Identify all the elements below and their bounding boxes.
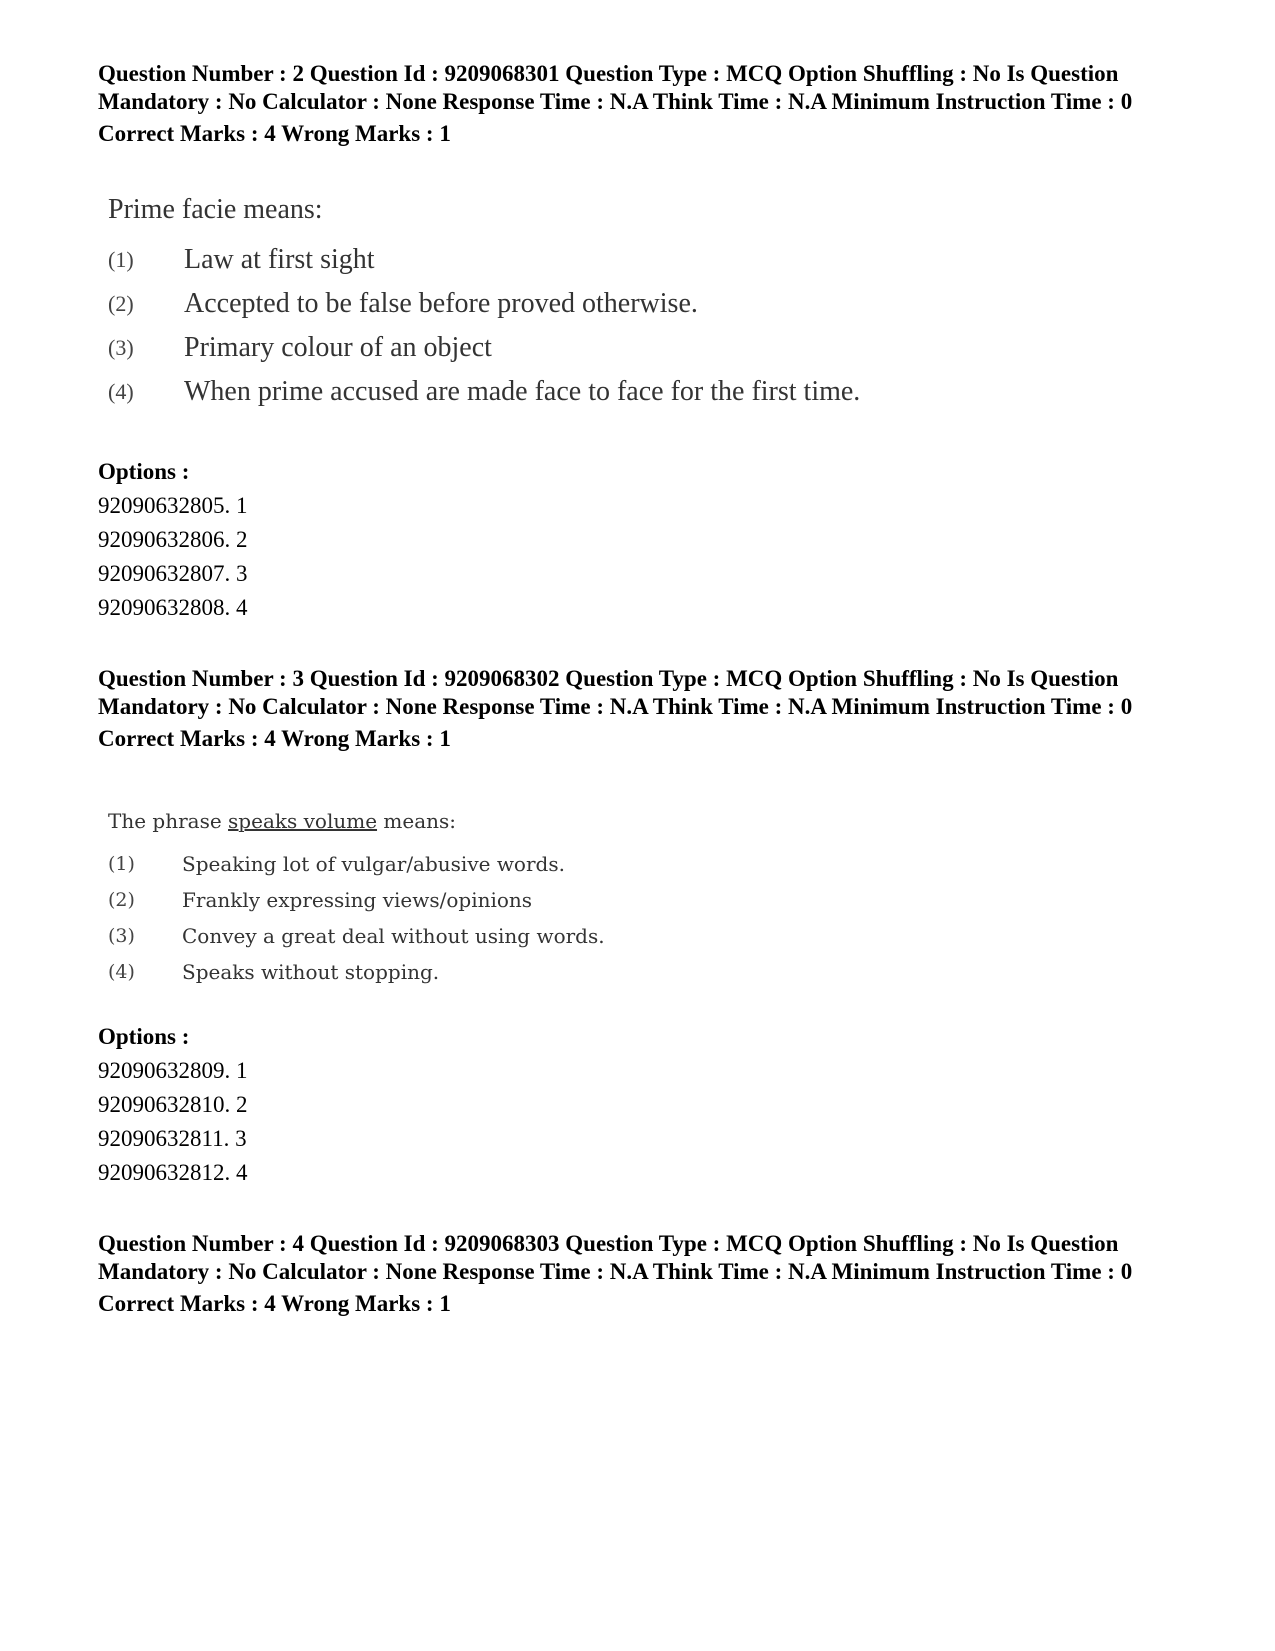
option-item: 92090632810. 2	[98, 1092, 248, 1117]
option-item: 92090632811. 3	[98, 1126, 247, 1151]
question-2-meta	[98, 60, 1188, 148]
question-2-stem-text: Prime facie means:	[108, 194, 323, 225]
stem-text-after: means:	[377, 809, 456, 833]
question-4-marks: Correct Marks : 4 Wrong Marks : 1	[98, 1291, 451, 1316]
question-2-options	[98, 455, 248, 625]
option-item: 92090632807. 3	[98, 561, 248, 586]
choice-number: (2)	[108, 291, 134, 316]
choice-number: (4)	[108, 961, 135, 983]
question-2-choice-2	[108, 282, 698, 326]
option-item: 92090632805. 1	[98, 493, 248, 518]
question-4-meta	[98, 1230, 1188, 1318]
options-title: Options :	[98, 1024, 190, 1049]
choice-text: Frankly expressing views/opinions	[182, 888, 533, 912]
question-3-stem-text	[108, 806, 456, 836]
option-item: 92090632808. 4	[98, 595, 248, 620]
choice-text: Speaking lot of vulgar/abusive words.	[182, 852, 565, 876]
choice-number: (2)	[108, 889, 135, 911]
choice-text: Accepted to be false before proved otherwise.	[184, 288, 698, 319]
choice-number: (4)	[108, 379, 134, 404]
question-3-marks: Correct Marks : 4 Wrong Marks : 1	[98, 726, 451, 751]
question-3-header: Question Number : 3 Question Id : 9209068302 Question Type : MCQ Option Shuffling : No Is Question Mandatory : No Calculator : None Response Time : N.A Think Time : N.A Minimum Instruction Time : 0	[98, 666, 1133, 719]
option-item: 92090632812. 4	[98, 1160, 248, 1185]
choice-text: Speaks without stopping.	[182, 960, 440, 984]
question-2-marks: Correct Marks : 4 Wrong Marks : 1	[98, 121, 451, 146]
option-item: 92090632806. 2	[98, 527, 248, 552]
question-2-choice-4	[108, 370, 861, 414]
choice-number: (3)	[108, 335, 134, 360]
question-3-stem	[108, 806, 605, 990]
stem-text-before: The phrase	[108, 809, 229, 833]
question-3-choice-4	[108, 954, 456, 990]
choice-text: Primary colour of an object	[184, 332, 492, 363]
stem-text-underlined: speaks volume	[228, 809, 378, 833]
choice-number: (1)	[108, 247, 134, 272]
options-title: Options :	[98, 459, 190, 484]
question-3-choice-3	[108, 918, 605, 954]
question-4-header: Question Number : 4 Question Id : 9209068303 Question Type : MCQ Option Shuffling : No Is Question Mandatory : No Calculator : None Response Time : N.A Think Time : N.A Minimum Instruction Time : 0	[98, 1231, 1133, 1284]
choice-text: When prime accused are made face to face for the first time.	[184, 376, 861, 407]
choice-text: Convey a great deal without using words.	[182, 924, 605, 948]
choice-number: (3)	[108, 925, 135, 947]
question-3-choice-1	[108, 846, 565, 882]
question-3-options	[98, 1020, 248, 1190]
question-3-meta	[98, 665, 1188, 753]
question-2-choice-3	[108, 326, 492, 370]
question-3-choice-2	[108, 882, 533, 918]
question-2-header: Question Number : 2 Question Id : 9209068301 Question Type : MCQ Option Shuffling : No Is Question Mandatory : No Calculator : None Response Time : N.A Think Time : N.A Minimum Instruction Time : 0	[98, 61, 1133, 114]
choice-number: (1)	[108, 853, 135, 875]
option-item: 92090632809. 1	[98, 1058, 248, 1083]
choice-text: Law at first sight	[184, 244, 375, 275]
question-2-stem	[108, 190, 861, 414]
question-2-choice-1	[108, 238, 375, 282]
